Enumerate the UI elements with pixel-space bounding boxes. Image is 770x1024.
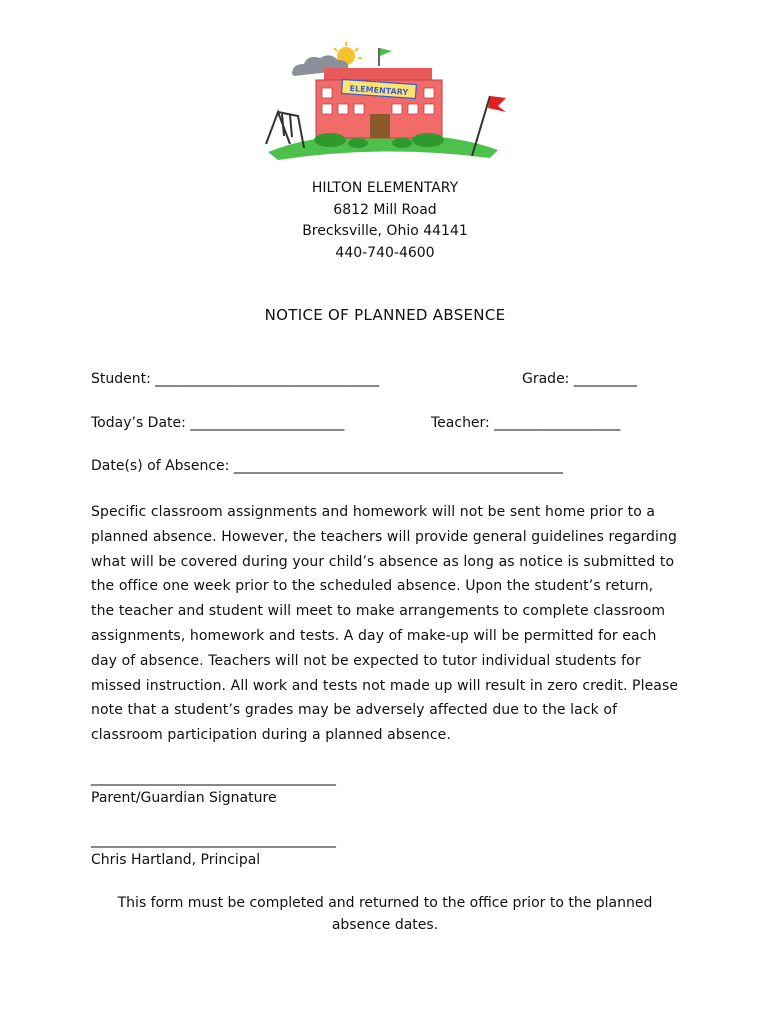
parent-signature-label: Parent/Guardian Signature (91, 790, 277, 806)
teacher-field[interactable] (431, 415, 620, 431)
absence-dates-label: Date(s) of Absence: (91, 458, 230, 474)
policy-paragraph: Specific classroom assignments and homework will not be sent home prior to a planned absence. However, the teachers will provide general guidelines regarding what will be covered during your child’s absence as long as notice is submitted to the office one week prior to the scheduled absence. Upon the student’s return, the teacher and student will meet to make arrangements to complete classroom assignments, homework and tests. A day of make-up will be permitted for each day of absence. Teachers will not be expected to tutor individual students for missed instruction. All work and tests not made up will result in zero credit. Please note that a student’s grades may be adversely affected due to the lack of classroom participation during a planned absence. (91, 504, 679, 744)
form-title: NOTICE OF PLANNED ABSENCE (264, 306, 506, 324)
absence-dates-blank[interactable]: _______________________________________________ (233, 458, 563, 474)
todays-date-label: Today’s Date: (91, 415, 186, 431)
school-logo (258, 40, 508, 165)
school-address (0, 178, 770, 264)
principal-signature-label: Chris Hartland, Principal (91, 852, 261, 868)
student-label: Student: (91, 371, 151, 387)
teacher-label: Teacher: (431, 415, 490, 431)
grade-label: Grade: (522, 371, 570, 387)
school-city: Brecksville, Ohio 44141 (302, 223, 468, 239)
grade-field[interactable] (522, 371, 637, 387)
logo-sign-text: ELEMENTARY (349, 83, 409, 98)
student-blank[interactable]: ________________________________ (155, 371, 380, 387)
school-street: 6812 Mill Road (333, 201, 437, 218)
absence-dates-field[interactable] (91, 458, 563, 474)
school-name: HILTON ELEMENTARY (311, 180, 459, 196)
grade-blank[interactable]: _________ (573, 371, 637, 387)
student-field[interactable] (91, 371, 379, 387)
school-phone: 440-740-4600 (335, 244, 435, 261)
principal-signature-line[interactable]: ___________________________________ (91, 832, 336, 848)
todays-date-blank[interactable]: ______________________ (190, 415, 345, 431)
footer-note: This form must be completed and returned to the office prior to the planned absence dates. (117, 895, 653, 933)
todays-date-field[interactable] (91, 415, 344, 431)
parent-signature-line[interactable]: ___________________________________ (91, 770, 336, 786)
teacher-blank[interactable]: __________________ (494, 415, 621, 431)
